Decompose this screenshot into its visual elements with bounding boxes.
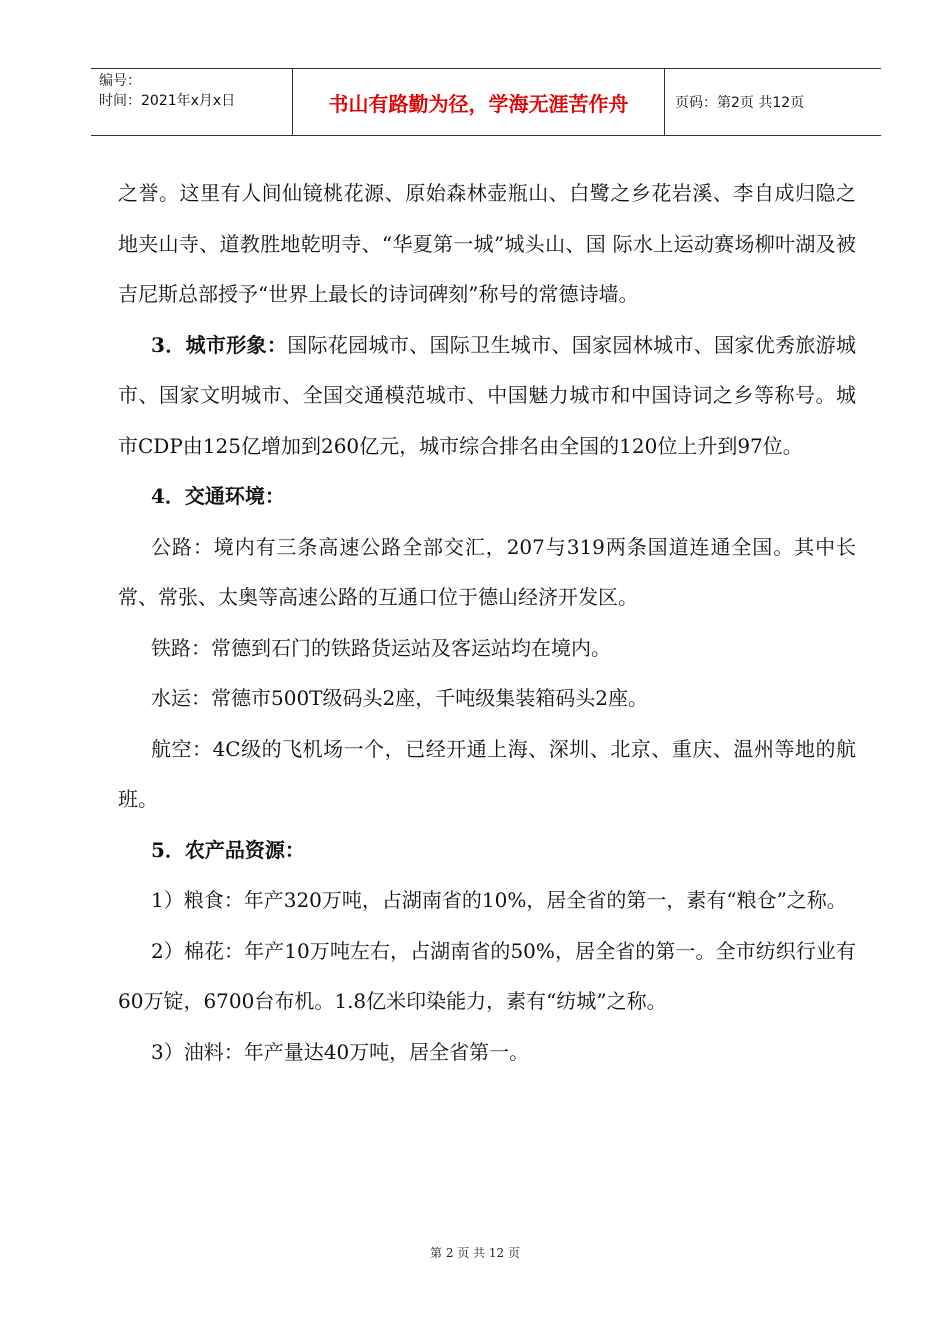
paragraph-road: 公路：境内有三条高速公路全部交汇，207与319两条国道连通全国。其中长常、常张、太奥等高速公路的互通口位于德山经济开发区。	[118, 534, 856, 609]
paragraph-water: 水运：常德市500T级码头2座，千吨级集装箱码头2座。	[151, 686, 648, 710]
paragraph-rail: 铁路：常德到石门的铁路货运站及客运站均在境内。	[151, 635, 611, 660]
header-page-info: 页码：第2页 共12页	[675, 95, 805, 111]
header-motto: 书山有路勤为径，学海无涯苦作舟	[328, 91, 629, 116]
header-motto-cell	[293, 69, 665, 135]
paragraph-city-image	[118, 320, 856, 472]
page-header	[91, 68, 881, 136]
paragraph-air: 航空：4C级的飞机场一个，已经开通上海、深圳、北京、重庆、温州等地的航班。	[118, 736, 856, 811]
header-meta	[91, 69, 293, 135]
document-number-label: 编号：	[99, 73, 141, 89]
paragraph-cotton: 2）棉花：年产10万吨左右，占湖南省的50%，居全省的第一。全市纺织行业有60万锭，6700台布机。1.8亿米印染能力，素有“纺城”之称。	[118, 938, 856, 1013]
page-footer: 第 2 页 共 12 页	[430, 1246, 520, 1260]
paragraph-scenic: 之誉。这里有人间仙镜桃花源、原始森林壶瓶山、白鹭之乡花岩溪、李自成归隐之地夹山寺、道教胜地乾明寺、“华夏第一城”城头山、国 际水上运动赛场柳叶湖及被吉尼斯总部授予“世界上最长的诗词碑刻”称号的常德诗墙。	[118, 181, 856, 306]
section-heading-agriculture: 5．农产品资源：	[151, 837, 305, 862]
paragraph-grain: 1）粮食：年产320万吨，占湖南省的10%，居全省的第一，素有“粮仓”之称。	[151, 888, 847, 912]
section-heading-transport: 4．交通环境：	[151, 484, 285, 508]
document-time: 时间：2021年x月x日	[99, 93, 236, 109]
city-image-text: 国际花园城市、国际卫生城市、国家园林城市、国家优秀旅游城市、国家文明城市、全国交通模范城市、中国魅力城市和中国诗词之乡等称号。城市CDP由125亿增加到260亿元，城市综合排名由全国的120位上升到97位。	[118, 332, 857, 458]
section-heading-city-image: 3．城市形象：	[151, 332, 288, 357]
document-body	[118, 168, 856, 1077]
paragraph-oil: 3）油料：年产量达40万吨，居全省第一。	[151, 1039, 530, 1064]
